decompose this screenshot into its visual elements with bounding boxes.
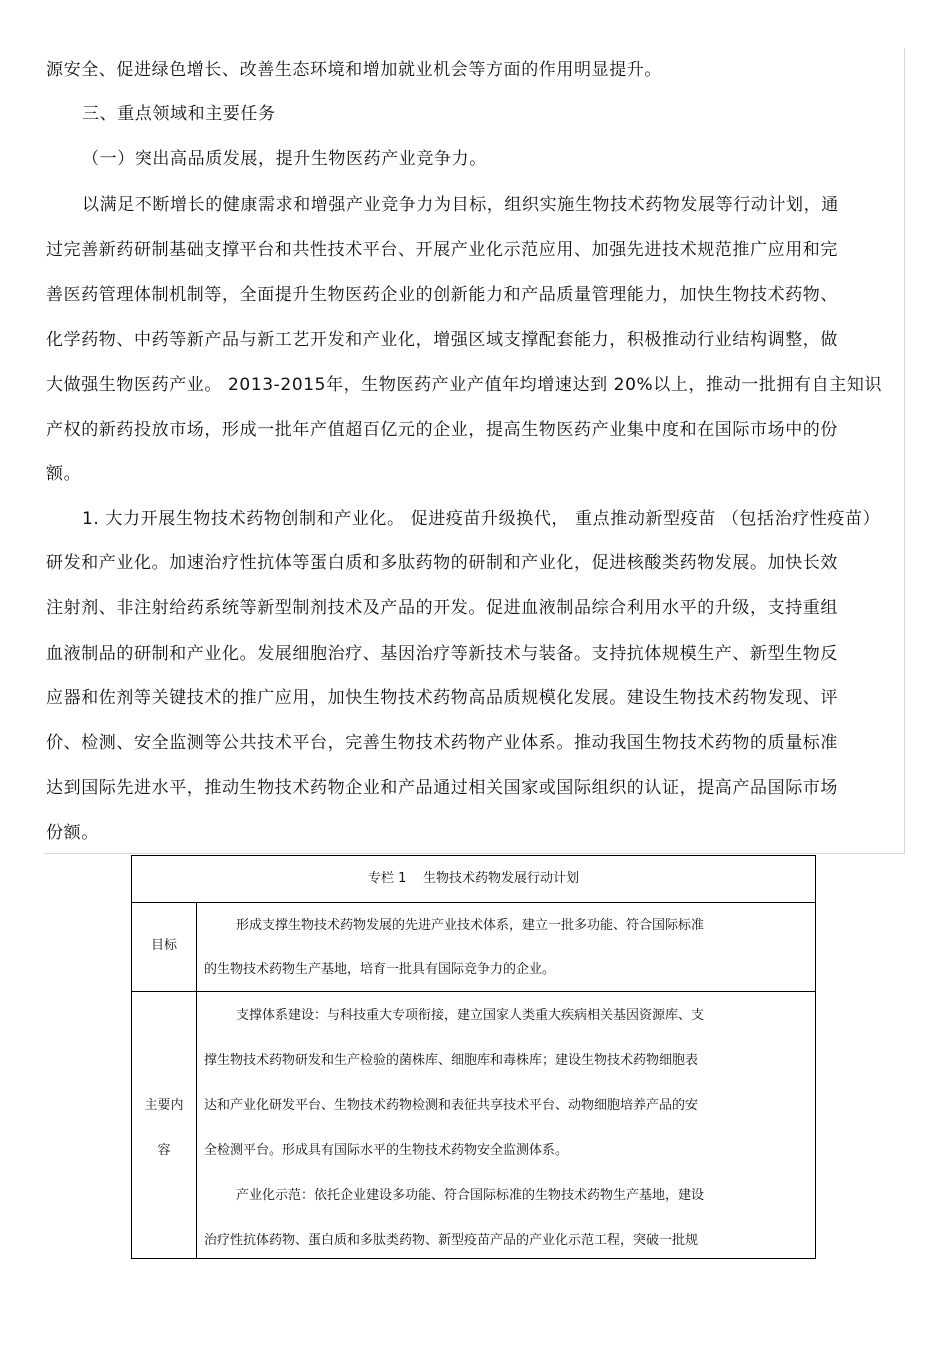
column-divider [196,992,197,1259]
body-line: 注射剂、非注射给药系统等新型制剂技术及产品的开发。促进血液制品综合利用水平的升级，支持重组 [46,598,838,618]
goal-text-line: 形成支撑生物技术药物发展的先进产业技术体系，建立一批多功能、符合国际标准 [236,918,705,933]
content-text-line: 达和产业化研发平台、生物技术药物检测和表征共享技术平台、动物细胞培养产品的安 [204,1098,699,1113]
content-label-line-1: 主要内 [144,1098,184,1113]
content-label-line-2: 容 [157,1143,171,1158]
body-line: 血液制品的研制和产业化。发展细胞治疗、基因治疗等新技术与装备。支持抗体规模生产、新型生物反 [46,644,838,664]
content-text-line: 支撑体系建设：与科技重大专项衔接，建立国家人类重大疾病相关基因资源库、支 [236,1008,705,1023]
body-line: 善医药管理体制机制等，全面提升生物医药企业的创新能力和产品质量管理能力，加快生物技术药物、 [46,285,838,305]
content-row [132,992,815,1259]
box-title-row [132,856,815,903]
body-line: 源安全、促进绿色增长、改善生态环境和增加就业机会等方面的作用明显提升。 [46,60,662,80]
goal-row [132,902,815,992]
goal-text-line: 的生物技术药物生产基地，培育一批具有国际竞争力的企业。 [204,962,556,977]
page-frame-bottom-edge [44,853,905,854]
goal-label: 目标 [150,938,177,953]
body-line: 研发和产业化。加速治疗性抗体等蛋白质和多肽药物的研制和产业化，促进核酸类药物发展。加快长效 [46,553,838,573]
body-line: 化学药物、中药等新产品与新工艺开发和产业化，增强区域支撑配套能力，积极推动行业结构调整，做 [46,330,838,350]
content-text-line: 治疗性抗体药物、蛋白质和多肽类药物、新型疫苗产品的产业化示范工程，突破一批规 [204,1233,699,1248]
body-line: 额。 [46,464,82,484]
content-text-line: 全检测平台。形成具有国际水平的生物技术药物安全监测体系。 [204,1143,569,1158]
column-box-1 [131,855,816,1259]
body-line: 应器和佐剂等关键技术的推广应用，加快生物技术药物高品质规模化发展。建设生物技术药物发现、评 [46,688,838,708]
body-line: 达到国际先进水平，推动生物技术药物企业和产品通过相关国家或国际组织的认证，提高产品国际市场 [46,778,838,798]
body-line: 以满足不断增长的健康需求和增强产业竞争力为目标，组织实施生物技术药物发展等行动计划，通 [82,195,839,215]
body-line: 过完善新药研制基础支撑平台和共性技术平台、开展产业化示范应用、加强先进技术规范推广应用和完 [46,240,838,260]
content-text-line: 产业化示范：依托企业建设多功能、符合国际标准的生物技术药物生产基地，建设 [236,1188,705,1203]
content-text-line: 撑生物技术药物研发和生产检验的菌株库、细胞库和毒株库；建设生物技术药物细胞表 [204,1053,699,1068]
column-divider [196,902,197,991]
page-frame-right-edge [904,48,905,854]
box-title: 专栏 1 生物技术药物发展行动计划 [368,871,579,886]
body-line: 份额。 [46,823,99,843]
body-line: 价、检测、安全监测等公共技术平台，完善生物技术药物产业体系。推动我国生物技术药物的质量标准 [46,733,838,753]
section-heading: 三、重点领域和主要任务 [82,104,276,124]
subsection-heading: （一）突出高品质发展，提升生物医药产业竞争力。 [82,149,487,169]
body-line: 1. 大力开展生物技术药物创制和产业化。 促进疫苗升级换代， 重点推动新型疫苗 （包括治疗性疫苗） [82,509,881,529]
body-line: 产权的新药投放市场，形成一批年产值超百亿元的企业，提高生物医药产业集中度和在国际市场中的份 [46,420,838,440]
body-line: 大做强生物医药产业。 2013-2015年，生物医药产业产值年均增速达到 20%以上，推动一批拥有自主知识 [46,375,883,395]
